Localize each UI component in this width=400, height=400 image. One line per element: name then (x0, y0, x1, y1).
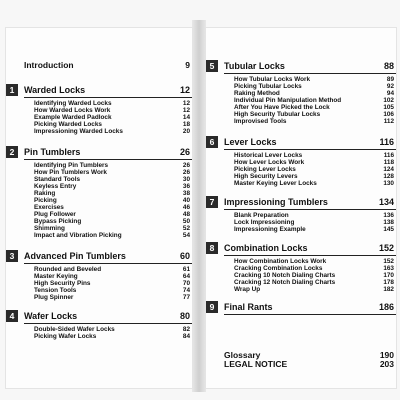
toc-item-label: Impressioning Example (234, 226, 306, 233)
toc-item (34, 232, 190, 239)
chapter-page: 152 (378, 243, 394, 253)
toc-item-page: 74 (182, 287, 190, 294)
toc-item (34, 183, 190, 190)
chapter-number-box: 5 (206, 60, 218, 72)
toc-item-page: 20 (182, 128, 190, 135)
chapter-title-row (24, 249, 192, 264)
toc-item-label: Picking Warded Locks (34, 121, 102, 128)
toc-item-page: 116 (383, 152, 394, 159)
toc-item (34, 121, 190, 128)
glossary-page: 190 (379, 350, 394, 360)
toc-item-page: 124 (383, 166, 394, 173)
toc-item-page: 152 (383, 258, 394, 265)
toc-item (34, 204, 190, 211)
toc-item-label: Blank Preparation (234, 212, 289, 219)
chapter-title: Tubular Locks (224, 61, 285, 71)
left-page (6, 28, 192, 388)
toc-item-page: 102 (383, 97, 394, 104)
toc-item-page: 178 (383, 279, 394, 286)
toc-item (234, 286, 394, 293)
toc-item-label: Picking Lever Locks (234, 166, 296, 173)
toc-item-label: Plug Spinner (34, 294, 74, 301)
toc-item-label: High Security Levers (234, 173, 298, 180)
chapter-page: 26 (179, 147, 190, 157)
introduction-title: Introduction (24, 60, 74, 70)
toc-item-label: Lock Impressioning (234, 219, 295, 226)
toc-item (234, 212, 394, 219)
toc-item-page: 84 (182, 333, 190, 340)
toc-item-page: 12 (182, 107, 190, 114)
toc-item-page: 138 (383, 219, 394, 226)
chapter-page: 88 (383, 61, 394, 71)
chapter-title-row (224, 59, 396, 74)
toc-item (34, 128, 190, 135)
toc-item (34, 197, 190, 204)
toc-item-label: Cracking 12 Notch Dialing Charts (234, 279, 336, 286)
chapter-number-box: 6 (206, 136, 218, 148)
chapter-items (234, 152, 394, 187)
chapter-number-box: 1 (6, 84, 18, 96)
chapter-number-box: 4 (6, 310, 18, 322)
toc-item-label: How Combination Locks Work (234, 258, 327, 265)
toc-item-label: Example Warded Padlock (34, 114, 112, 121)
chapter-title: Pin Tumblers (24, 147, 81, 157)
toc-item-page: 145 (383, 226, 394, 233)
toc-item-label: How Warded Locks Work (34, 107, 111, 114)
toc-item (34, 162, 190, 169)
toc-item-label: Wrap Up (234, 286, 261, 293)
chapter-title-row (224, 195, 396, 210)
toc-item-label: Bypass Picking (34, 218, 82, 225)
toc-item (234, 219, 394, 226)
toc-item-page: 36 (182, 183, 190, 190)
toc-item-label: Rounded and Beveled (34, 266, 102, 273)
toc-item-page: 118 (383, 159, 394, 166)
chapter-items (234, 258, 394, 293)
chapter-page: 60 (179, 251, 190, 261)
toc-item-page: 48 (182, 211, 190, 218)
toc-item-label: High Security Tubular Locks (234, 111, 321, 118)
toc-item (34, 190, 190, 197)
toc-item-page: 182 (383, 286, 394, 293)
toc-item-label: Cracking 10 Notch Dialing Charts (234, 272, 336, 279)
toc-item (34, 326, 190, 333)
toc-item-label: Picking Wafer Locks (34, 333, 97, 340)
toc-item-label: Raking Method (234, 90, 280, 97)
toc-item-page: 112 (383, 118, 394, 125)
toc-item (234, 226, 394, 233)
toc-item (234, 173, 394, 180)
toc-item-page: 128 (383, 173, 394, 180)
toc-item-label: Picking (34, 197, 57, 204)
toc-item-page: 14 (182, 114, 190, 121)
toc-item-page: 18 (182, 121, 190, 128)
toc-item-page: 136 (383, 212, 394, 219)
toc-item (34, 218, 190, 225)
toc-item (234, 97, 394, 104)
toc-item (34, 266, 190, 273)
toc-item (34, 294, 190, 301)
toc-item (234, 272, 394, 279)
toc-item-label: Master Keying (34, 273, 78, 280)
chapter-page: 134 (378, 197, 394, 207)
chapter-number-box: 9 (206, 301, 218, 313)
toc-item-page: 30 (182, 176, 190, 183)
legal-notice-page: 203 (379, 359, 394, 369)
toc-item-page: 130 (383, 180, 394, 187)
toc-item-page: 46 (182, 204, 190, 211)
chapter-items (234, 212, 394, 233)
toc-item-page: 163 (383, 265, 394, 272)
toc-item (34, 176, 190, 183)
chapter-items (34, 326, 190, 340)
chapter-items (34, 162, 190, 239)
chapter-items (34, 100, 190, 135)
toc-item-label: High Security Pins (34, 280, 91, 287)
toc-item-page: 12 (182, 100, 190, 107)
introduction-entry (24, 60, 190, 71)
toc-item-label: Exercises (34, 204, 64, 211)
toc-item-label: Tension Tools (34, 287, 77, 294)
toc-item (234, 258, 394, 265)
toc-item-label: After You Have Picked the Lock (234, 104, 330, 111)
chapter-number-box: 3 (6, 250, 18, 262)
toc-item-label: Identifying Pin Tumblers (34, 162, 109, 169)
toc-item-label: Picking Tubular Locks (234, 83, 302, 90)
chapter-items (234, 76, 394, 125)
book-gutter (192, 20, 206, 392)
introduction-page: 9 (185, 60, 190, 70)
toc-item-page: 94 (386, 90, 394, 97)
toc-item-label: Shimming (34, 225, 65, 232)
toc-item-page: 40 (182, 197, 190, 204)
toc-item (234, 152, 394, 159)
chapter-number-box: 2 (6, 146, 18, 158)
toc-item (234, 83, 394, 90)
toc-item-label: Double-Sided Wafer Locks (34, 326, 115, 333)
toc-item-page: 54 (182, 232, 190, 239)
toc-item-label: Keyless Entry (34, 183, 77, 190)
toc-item (234, 76, 394, 83)
toc-item (234, 118, 394, 125)
chapter-page: 186 (378, 302, 394, 312)
toc-item-page: 106 (383, 111, 394, 118)
toc-item (34, 100, 190, 107)
toc-item-page: 26 (182, 169, 190, 176)
toc-item (34, 169, 190, 176)
toc-item-label: Impressioning Warded Locks (34, 128, 123, 135)
chapter-number-box: 8 (206, 242, 218, 254)
toc-item-page: 61 (182, 266, 190, 273)
chapter-title-row (24, 309, 192, 324)
legal-notice-title: LEGAL NOTICE (224, 359, 288, 369)
toc-item-page: 38 (182, 190, 190, 197)
toc-item-label: Plug Follower (34, 211, 76, 218)
toc-item-page: 105 (383, 104, 394, 111)
toc-item-label: Standard Tools (34, 176, 81, 183)
toc-item-page: 77 (182, 294, 190, 301)
chapter-title-row (224, 135, 396, 150)
toc-item-label: Improvised Tools (234, 118, 287, 125)
chapter-page: 116 (379, 137, 394, 147)
toc-item-page: 170 (383, 272, 394, 279)
chapter-items (34, 266, 190, 301)
toc-item (234, 159, 394, 166)
toc-item (34, 114, 190, 121)
toc-item-page: 70 (182, 280, 190, 287)
chapter-number-box: 7 (206, 196, 218, 208)
chapter-title: Warded Locks (24, 85, 86, 95)
chapter-title: Advanced Pin Tumblers (24, 251, 126, 261)
chapter-title-row (24, 145, 192, 160)
toc-item (234, 90, 394, 97)
toc-item-label: Impact and Vibration Picking (34, 232, 122, 239)
toc-item-label: Master Keying Lever Locks (234, 180, 317, 187)
toc-item (34, 273, 190, 280)
toc-item (234, 265, 394, 272)
legal-notice-entry (224, 359, 394, 370)
toc-item-page: 26 (182, 162, 190, 169)
chapter-title: Impressioning Tumblers (224, 197, 328, 207)
chapter-page: 80 (179, 311, 190, 321)
chapter-title-row (224, 241, 396, 256)
chapter-title: Lever Locks (224, 137, 277, 147)
toc-item (234, 166, 394, 173)
toc-item-label: Raking (34, 190, 56, 197)
toc-item-label: Historical Lever Locks (234, 152, 303, 159)
toc-item-page: 50 (182, 218, 190, 225)
right-page (206, 28, 396, 388)
chapter-title-row (224, 300, 396, 315)
toc-item (234, 104, 394, 111)
toc-item-label: How Pin Tumblers Work (34, 169, 107, 176)
toc-item (34, 107, 190, 114)
toc-item-label: Individual Pin Manipulation Method (234, 97, 342, 104)
toc-item (234, 180, 394, 187)
toc-item-page: 89 (386, 76, 394, 83)
glossary-title: Glossary (224, 350, 261, 360)
toc-item-label: Identifying Warded Locks (34, 100, 112, 107)
chapter-title: Combination Locks (224, 243, 308, 253)
toc-item-page: 52 (182, 225, 190, 232)
toc-item-label: How Lever Locks Work (234, 159, 305, 166)
chapter-title: Wafer Locks (24, 311, 78, 321)
toc-item (34, 333, 190, 340)
toc-item-label: Cracking Combination Locks (234, 265, 323, 272)
toc-item-page: 64 (182, 273, 190, 280)
toc-item (34, 225, 190, 232)
toc-item (234, 279, 394, 286)
toc-item-page: 92 (386, 83, 394, 90)
chapter-title: Final Rants (224, 302, 273, 312)
toc-item (34, 287, 190, 294)
chapter-page: 12 (179, 85, 190, 95)
chapter-title-row (24, 83, 192, 98)
toc-item (34, 211, 190, 218)
toc-item-label: How Tubular Locks Work (234, 76, 311, 83)
toc-item (234, 111, 394, 118)
toc-item-page: 82 (182, 326, 190, 333)
toc-item (34, 280, 190, 287)
